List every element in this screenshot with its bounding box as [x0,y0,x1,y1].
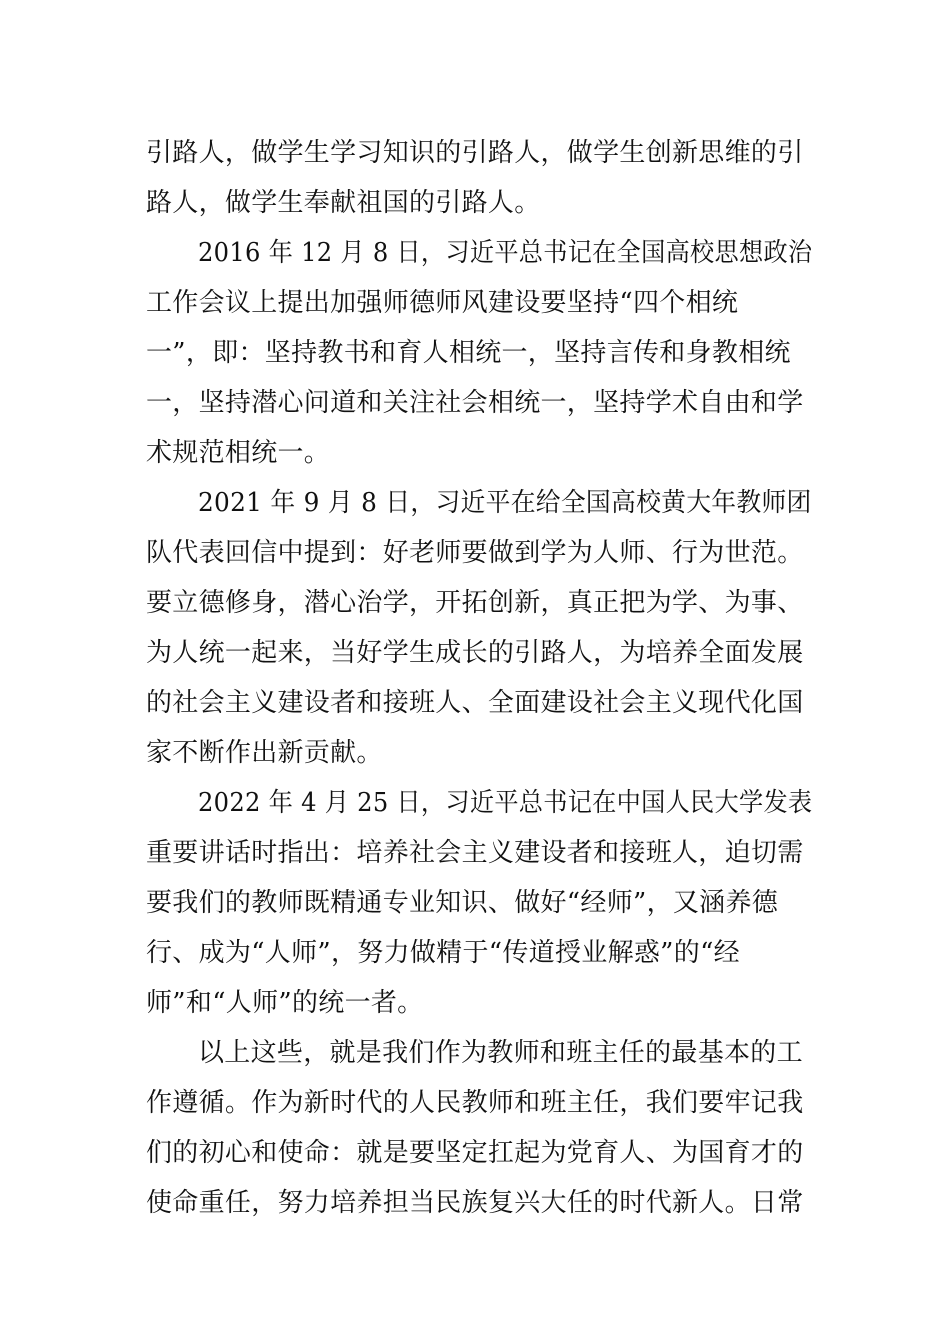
paragraph-4-line-3: 要我们的教师既精通专业知识、做好“经师”，又涵养德 [146,888,779,918]
paragraph-3-line-1: 2021 年 9 月 8 日，习近平在给全国高校黄大年教师团 [198,488,812,518]
paragraph-2-line-4: 一，坚持潜心问道和关注社会相统一，坚持学术自由和学 [146,388,804,418]
paragraph-1-line-2: 路人，做学生奉献祖国的引路人。 [146,188,541,218]
paragraph-2-line-2: 工作会议上提出加强师德师风建设要坚持“四个相统 [146,288,739,318]
paragraph-2-line-5: 术规范相统一。 [146,438,331,468]
paragraph-5-line-3: 们的初心和使命：就是要坚定扛起为党育人、为国育才的 [146,1138,804,1168]
paragraph-3-line-6: 家不断作出新贡献。 [146,738,383,768]
paragraph-5-line-4: 使命重任，努力培养担当民族复兴大任的时代新人。日常 [146,1188,804,1218]
paragraph-3-line-5: 的社会主义建设者和接班人、全面建设社会主义现代化国 [146,688,804,718]
paragraph-2-line-1: 2016 年 12 月 8 日，习近平总书记在全国高校思想政治 [198,238,813,268]
paragraph-4-line-2: 重要讲话时指出：培养社会主义建设者和接班人，迫切需 [146,838,804,868]
paragraph-2-line-3: 一”，即：坚持教书和育人相统一，坚持言传和身教相统 [146,338,791,368]
paragraph-4-line-4: 行、成为“人师”，努力做精于“传道授业解惑”的“经 [146,938,740,968]
paragraph-5-line-1: 以上这些，就是我们作为教师和班主任的最基本的工 [198,1038,803,1068]
paragraph-3-line-2: 队代表回信中提到：好老师要做到学为人师、行为世范。 [146,538,804,568]
paragraph-4-line-5: 师”和“人师”的统一者。 [146,988,424,1018]
paragraph-3-line-4: 为人统一起来，当好学生成长的引路人，为培养全面发展 [146,638,804,668]
paragraph-4-line-1: 2022 年 4 月 25 日，习近平总书记在中国人民大学发表 [198,788,813,818]
paragraph-1-line-1: 引路人，做学生学习知识的引路人，做学生创新思维的引 [146,138,804,168]
paragraph-5-line-2: 作遵循。作为新时代的人民教师和班主任，我们要牢记我 [146,1088,804,1118]
paragraph-3-line-3: 要立德修身，潜心治学，开拓创新，真正把为学、为事、 [146,588,804,618]
